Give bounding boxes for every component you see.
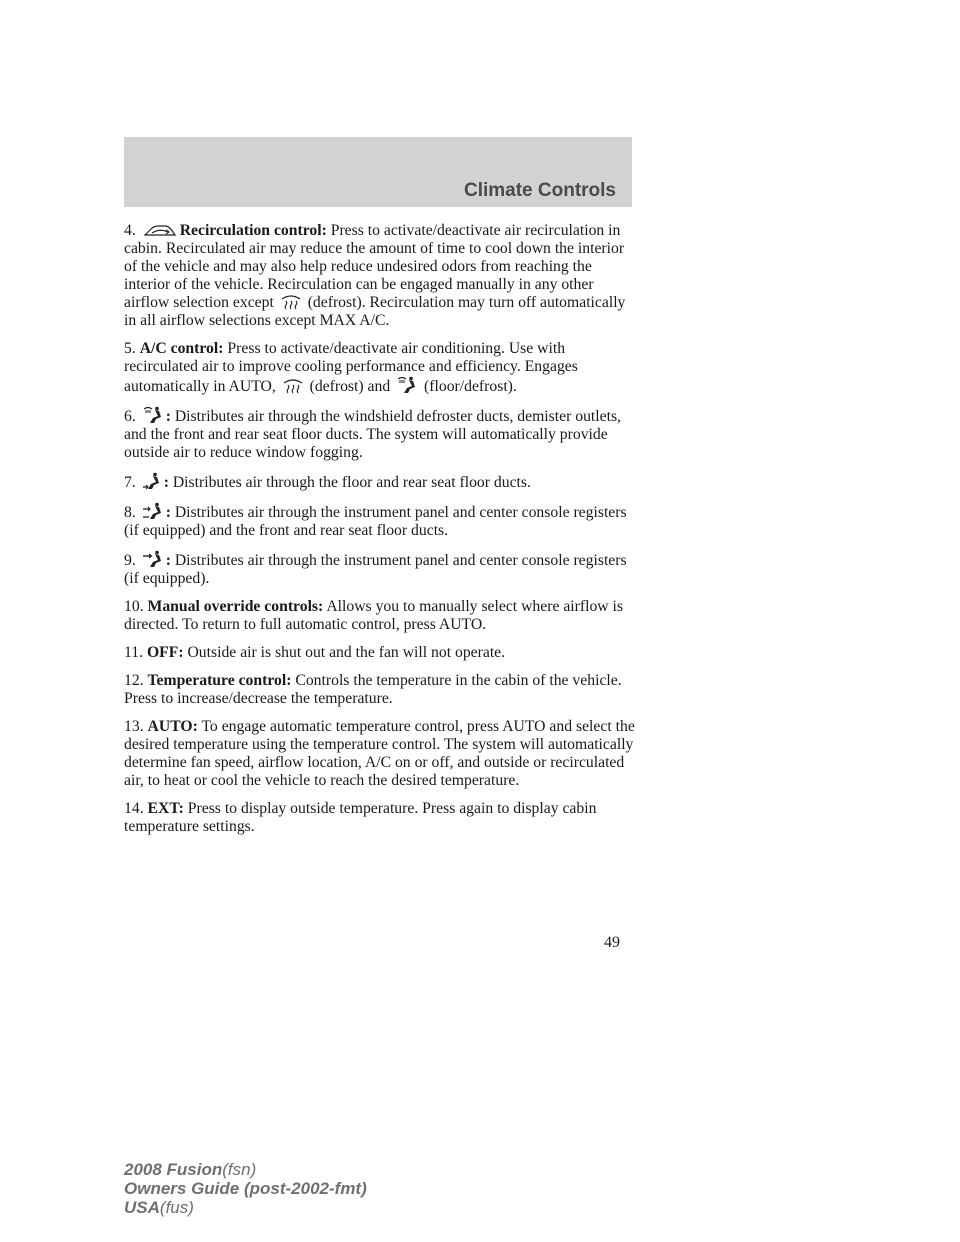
section-title: Climate Controls xyxy=(463,180,616,201)
item-5: 5. A/C control: Press to activate/deactivate air conditioning. Use with recirculated air to improve cooling performance and efficiency. Engages automatically in AUTO, (defrost) and (floor/defrost). xyxy=(124,340,578,395)
footer-line-2: Owners Guide (post-2002-fmt) xyxy=(124,1179,367,1198)
item-7: 7. : Distributes air through the floor and rear seat floor ducts. xyxy=(124,474,531,491)
item-10: 10. Manual override controls: Allows you to manually select where airflow is directed. To return to full automatic control, press AUTO. xyxy=(124,598,624,633)
item-12: 12. Temperature control: Controls the temperature in the cabin of the vehicle. Press to increase/decrease the temperature. xyxy=(124,672,622,707)
page-content xyxy=(124,222,636,846)
footer-line-1: 2008 Fusion(fsn) xyxy=(124,1160,257,1179)
item-11: 11. OFF: Outside air is shut out and the fan will not operate. xyxy=(124,644,506,661)
item-4: 4. Recirculation control: Press to activate/deactivate air recirculation in cabin. Recirculated air may reduce the amount of time to cool down the interior of the vehicle and may also help reduce undesired odors from reaching the interior of the vehicle. Recirculation can be engaged manually in any other airflow selection except (defrost). Recirculation may turn off automatically in all airflow selections except MAX A/C. xyxy=(124,222,626,329)
footer-line-3: USA(fus) xyxy=(124,1198,194,1217)
item-14: 14. EXT: Press to display outside temperature. Press again to display cabin temperature settings. xyxy=(124,800,597,835)
item-8: 8. : Distributes air through the instrument panel and center console registers (if equipped) and the front and rear seat floor ducts. xyxy=(124,504,627,539)
panel-floor-icon xyxy=(142,502,164,520)
item-9: 9. : Distributes air through the instrument panel and center console registers (if equipped). xyxy=(124,552,627,587)
defrost-icon xyxy=(282,378,304,394)
panel-icon xyxy=(142,550,164,568)
item-6: 6. : Distributes air through the windshield defroster ducts, demister outlets, and the front and rear seat floor ducts. The system will automatically provide outside air to reduce window fogging. xyxy=(124,408,621,461)
page-number: 49 xyxy=(604,934,620,951)
floor-icon xyxy=(142,472,162,490)
floor-defrost-icon xyxy=(142,406,164,424)
floor-defrost-icon xyxy=(396,376,418,394)
item-13: 13. AUTO: To engage automatic temperature control, press AUTO and select the desired temperature using the temperature control. The system will automatically determine fan speed, airflow location, A/C on or off, and outside or recirculated air, to heat or cool the vehicle to reach the desired temperature. xyxy=(124,718,635,789)
recirculation-icon xyxy=(142,224,178,238)
section-header xyxy=(124,137,632,207)
footer xyxy=(124,1160,367,1217)
defrost-icon xyxy=(280,294,302,310)
